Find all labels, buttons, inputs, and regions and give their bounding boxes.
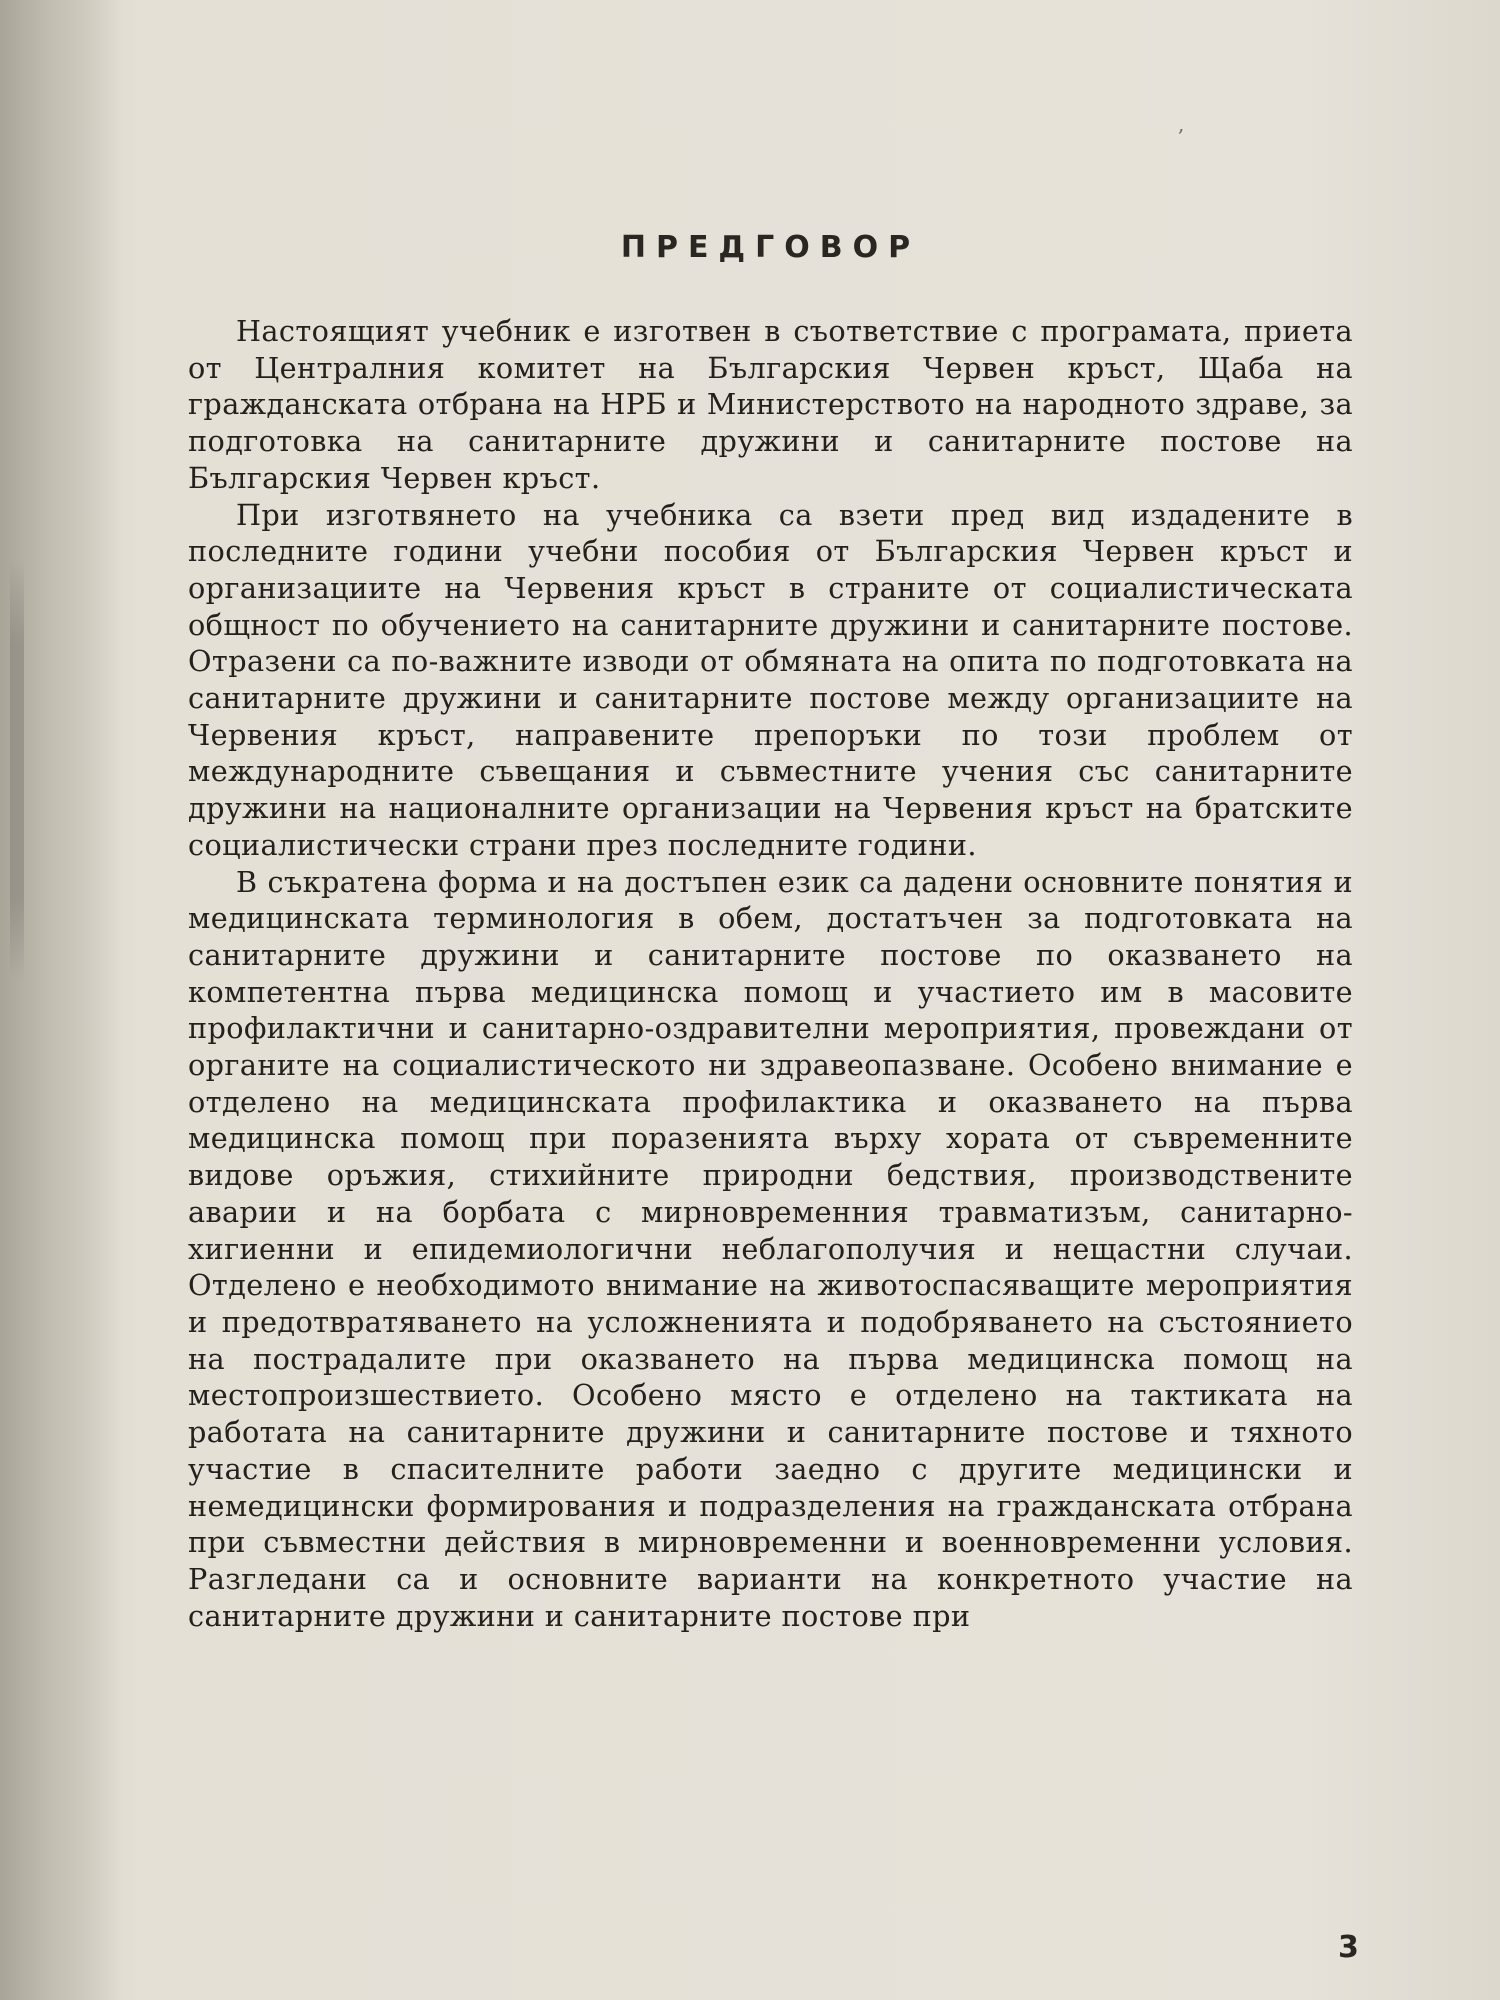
pencil-mark: , [1178,112,1185,136]
paragraph: При изготвянето на учебника са взети пред вид издадените в последните години учебни пособия от Българския Червен кръст и организациите на Червения кръст в страните от социалистическата общност по обучението на санитарните дружини и санитарните постове. Отразени са по-важните изводи от обмяната на опита по подготовката на санитарните дружини и санитарните постове между организациите на Червения кръст, направените препоръки по този проблем от международните съвещания и съвместните учения със санитарните дружини на националните организации на Червения кръст на братските социалистически страни през последните години. [188,497,1353,862]
body-text [188,313,1353,1634]
page-title: ПРЕДГОВОР [620,230,921,265]
binding-fold [10,560,24,980]
paragraph: Настоящият учебник е изготвен в съответствие с програмата, приета от Централния комитет на Българския Червен кръст, Щаба на гражданската отбрана на НРБ и Министерството на народното здраве, за подготовка на санитарните дружини и санитарните постове на Българския Червен кръст. [188,314,1353,495]
paragraph: В съкратена форма и на достъпен език са дадени основните понятия и медицинската терминология в обем, достатъчен за подготовката на санитарните дружини и санитарните постове по оказването на компетентна първа медицинска помощ и участието им в масовите профилактични и санитарно-оздравителни мероприятия, провеждани от органите на социалистическото ни здравеопазване. Особено внимание е отделено на медицинската профилактика и оказването на първа медицинска помощ при поразенията върху хората от съвременните видове оръжия, стихийните природни бедствия, производствените аварии и на борбата с мирновременния травматизъм, санитарно-хигиенни и епидемиологични неблагополучия и нещастни случаи. Отделено е необходимото внимание на животоспасяващите мероприятия и предотвратяването на усложненията и подобряването на състоянието на пострадалите при оказването на първа медицинска помощ на местопроизшествието. Особено място е отделено на тактиката на работата на санитарните дружини и санитарните постове и тяхното участие в спасителните работи заедно с другите медицински и немедицински формирования и подразделения на гражданската отбрана при съвместни действия в мирновременни и военновременни условия. Разгледани са и основните варианти на конкретното участие на санитарните дружини и санитарните постове при [188,864,1353,1633]
page-number: 3 [1338,1930,1359,1965]
page-content [188,230,1353,1634]
binding-gutter [0,0,120,2000]
